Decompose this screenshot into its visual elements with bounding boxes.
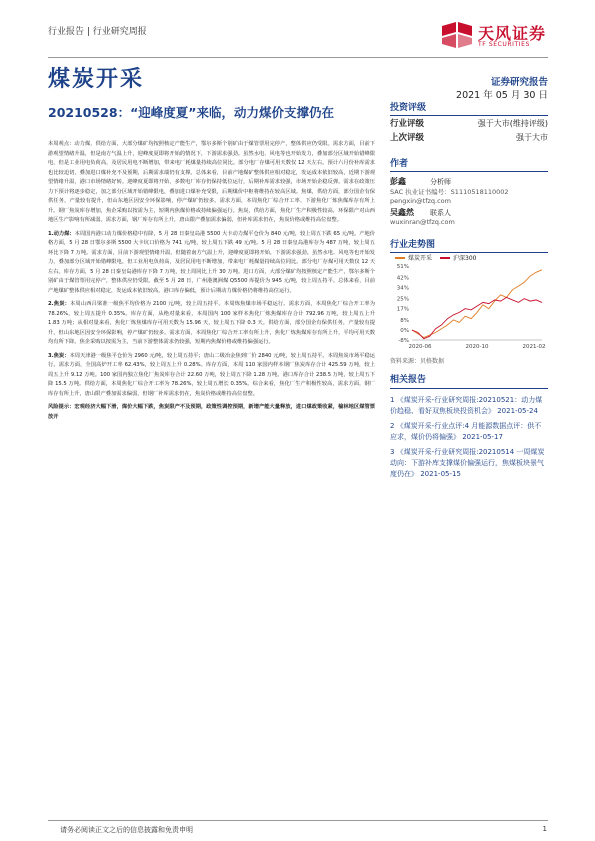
y-tick-label: 25% — [396, 296, 409, 303]
related-reports — [390, 375, 548, 484]
y-tick-label: 17% — [396, 306, 409, 313]
y-tick-label: -8% — [398, 338, 409, 344]
logo-text-en: TF SECURITIES — [478, 41, 530, 48]
author-email[interactable]: wuxinran@tfzq.com — [390, 218, 455, 226]
coke-text: 本周天津港一级焦平仓价为 2960 元/吨，较上周五持平；唐山二级冶金焦到厂价 2840 元/吨，较上周五持平。本周焦炭市场平稳运行。需求方面，全国高炉开工率 62.43%，较上周五上升 0.28%。库存方面，本周 110 家国内样本钢厂焦炭库存合计 425.59 万吨，较上周五上升 9.12 万吨。100 家国内独立焦化厂焦炭库存合计 22.60 万吨，较上周五下降 1.28 万吨。港口库存合计 238.5 万吨，较上周五下降 15.5 万吨。供给方面，本周焦化厂综合开工率为 78.26%，较上周五增长 0.35%。综合来看，焦化厂生产积极性较高，需求方面，钢厂库存有所上升，唐山限产叠加需求偏弱，但钢厂补库需求仍在，焦炭价格或维持高位盘整。 — [48, 352, 375, 397]
industry-trend-chart — [390, 250, 548, 355]
risk-paragraph — [48, 403, 375, 422]
industry-rating-value: 强于大市(维持评级) — [477, 118, 548, 128]
x-tick-label: 2021-02 — [522, 344, 546, 350]
report-category: 行业报告 | 行业研究周报 — [48, 27, 147, 37]
thermal-coal-paragraph — [48, 230, 375, 297]
report-title: 20210528：“迎峰度夏”来临，动力煤价支撑仍在 — [48, 105, 335, 120]
summary-paragraph — [48, 140, 375, 226]
industry-rating-label: 行业评级 — [390, 119, 425, 129]
related-report-link[interactable]: 2 《煤炭开采-行业点评:4 月能源数据点评：供不应求，煤价仍将偏强》 2021-05-17 — [390, 422, 542, 441]
summary-text: 本周观点：动力煤，供给方面，大部分煤矿均按照核定产能生产，鄂尔多斯个别矿由于煤管票用完停产，整体供应仍受限。需求方面，目前下游观望情绪升温，但是南方气温上升，迎峰度夏即将开始的情况下，下游需求强劲。虽然水电、风电等也开始发力，叠加部分区域开始错峰限电，但是工业用电负荷高，及居民用电不断增加，带来电厂耗煤量持续高位同比。部分电厂存煤可用天数仅 12 天左右。预计六月份补库需求也比较迫切，叠加进口煤补充不及预期，后期需求端仍有支撑。总体来看，目前产地煤矿整体供应相对稳定，发运成本依旧较高，近期下游观望情绪升温，港口市场情绪好转。迎峰度夏即将开始，多数电厂库存仍保持低位运行，后期补库需求较强，市场开始企稳反弹。需求在政策压力下预计将逐步稳定，加之部分区域开始错峰限电，叠加进口煤补充受限，后期煤价中枢将维持在较高区域。焦煤，供给方面，部分国企有保供任务，产量较有提升，但山东地区因安全环保影响，停产煤矿仍较多。需求方面，本周焦化厂综合开工率、下游焦化厂炼焦煤库存有所上升。钢厂焦炭库存增加，焦企采购以按需为主，短期内焦煤价格或持续偏强运行。焦炭，供给方面，焦化厂生产积极性较高，环保限产对山西地区生产影响有所减弱。需求方面，钢厂库存有所上升，唐山限产叠加需求偏弱，但补库需求仍在，焦炭价格或维持高位盘整。 — [48, 141, 375, 223]
industry-rating-row — [390, 116, 548, 130]
author-name: 彭鑫 — [390, 177, 406, 186]
footer-disclaimer: 请务必阅读正文之后的信息披露和免责申明 — [60, 826, 193, 834]
prev-rating-value: 强于大市 — [516, 132, 548, 142]
coke-label: 3.焦炭： — [48, 352, 70, 359]
sidebar — [390, 100, 548, 228]
author-row — [390, 176, 548, 187]
series-line-0 — [412, 270, 542, 338]
y-tick-label: 8% — [400, 317, 409, 324]
series-line-1 — [412, 297, 542, 338]
thermal-coal-text: 本周国内港口动力煤价格稳中有降，5 月 28 日秦皇岛港 5500 大卡动力煤平仓价为 840 元/吨，较上周五下跌 65 元/吨。产地价格方面，5 月 28 日鄂尔多斯 5500 大卡坑口价格为 741 元/吨，较上周五下跌 49 元/吨。5 月 28 日秦皇岛港库存为 487 万吨，较上周五环比下降 7 万吨。需求方面，目前下游观望情绪升温，但随着南方气温上升，迎峰度夏即将开始，下游需求强劲。虽然水电、风电等也开始发力，叠加部分区域开始错峰限电，但工业用电负荷高，及居民用电不断增加，带来电厂耗煤量持续高位同比。部分电厂存煤可用天数仅 12 天左右。库存方面，5 月 28 日秦皇岛港库存下降 7 万吨，较上周同比上升 30 万吨。进口方面，大部分煤矿均按照核定产能生产，鄂尔多斯个别矿由于煤管票用完停产，整体供应仍受限。截至 5 月 28 日，广州港澳洲煤 Q5500 库提价为 945 元/吨，较上周五持平。总体来看，目前产地煤矿整体供应相对稳定，发运成本依旧较高，港口库存偏低，预计后期动力煤价格仍将维持高位运行。 — [48, 230, 375, 294]
thermal-coal-label: 1.动力煤： — [48, 230, 75, 237]
logo-text-cn: 天风证券 — [478, 24, 547, 43]
legend-label: 沪深300 — [453, 255, 477, 262]
coking-coal-text: 本周山西吕梁准一级焦平均价格为 2100 元/吨，较上周五持平。本周炼焦煤市场平稳运行。需求方面，本周焦化厂综合开工率为 78.26%，较上周五提升 0.35%。库存方面，从绝对量来看，本周国内 100 家样本焦化厂炼焦煤库存合计 792.96 万吨，较上周五上升 1.83 万吨；从相对量来看，焦化厂炼焦煤库存可用天数为 15.96 天，较上周五下降 0.3 天。供给方面，部分国企有保供任务，产量较有提升，但山东地区因安全环保影响，停产煤矿仍较多。需求方面，本周焦化厂综合开工率有所上升，焦化厂炼焦煤库存有所上升，平均可用天数均有所下降。焦企采购以按需为主，当前下游整体需求仍较强，短期内焦煤价格或维持偏强运行。 — [48, 301, 375, 345]
report-type: 证券研究报告 — [490, 77, 548, 88]
legend-label: 煤炭开采 — [408, 255, 433, 262]
y-tick-label: 51% — [396, 264, 409, 270]
author-email[interactable]: pengxin@tfzq.com — [390, 197, 451, 205]
page-number: 1 — [542, 825, 547, 833]
coke-paragraph — [48, 352, 375, 400]
author-name: 吴鑫然 — [390, 208, 414, 217]
report-date: 2021 年 05 月 30 日 — [456, 90, 548, 101]
prev-rating-row — [390, 130, 548, 144]
footer-divider — [48, 820, 548, 821]
author-row — [390, 207, 548, 218]
related-heading: 相关报告 — [390, 375, 548, 389]
tf-logo-icon — [440, 20, 474, 50]
chart-source: 资料来源：贝格数据 — [390, 358, 445, 365]
related-report-link[interactable]: 1 《煤炭开采-行业研究周报:20210521：动力煤价趋稳、看好双焦板块投资机会》 2021-05-24 — [390, 396, 543, 415]
risk-text: 宏观经济大幅下滑，煤价大幅下跌，焦炭限产不及预期，政策性调控预期，新增产能大量释放，进口煤政策收紧，榆林地区煤管票放开 — [48, 404, 376, 420]
header-divider — [48, 57, 548, 58]
author-role: 分析师 — [430, 177, 451, 186]
report-body — [48, 140, 375, 426]
coking-coal-label: 2.焦炭： — [48, 301, 70, 307]
chart-heading: 行业走势图 — [390, 237, 548, 253]
authors-heading: 作者 — [390, 156, 548, 172]
x-tick-label: 2020-06 — [408, 344, 432, 350]
coking-coal-paragraph — [48, 300, 375, 348]
y-tick-label: 34% — [396, 285, 409, 292]
rating-heading: 投资评级 — [390, 100, 548, 116]
risk-label: 风险提示： — [48, 404, 75, 410]
prev-rating-label: 上次评级 — [390, 133, 425, 143]
author-cert: SAC 执业证书编号：S1110518110002 — [390, 188, 509, 196]
author-role: 联系人 — [430, 208, 451, 217]
y-tick-label: 0% — [400, 327, 409, 334]
company-logo — [440, 18, 550, 54]
sector-heading: 煤炭开采 — [48, 67, 145, 92]
y-tick-label: 42% — [396, 275, 409, 282]
x-tick-label: 2020-10 — [465, 344, 489, 350]
related-report-link[interactable]: 3 《煤炭开采-行业研究周报:20210514 一周煤炭动向：下游补库支撑煤价偏强运行，焦煤板块景气度仍在》 2021-05-15 — [390, 448, 545, 478]
